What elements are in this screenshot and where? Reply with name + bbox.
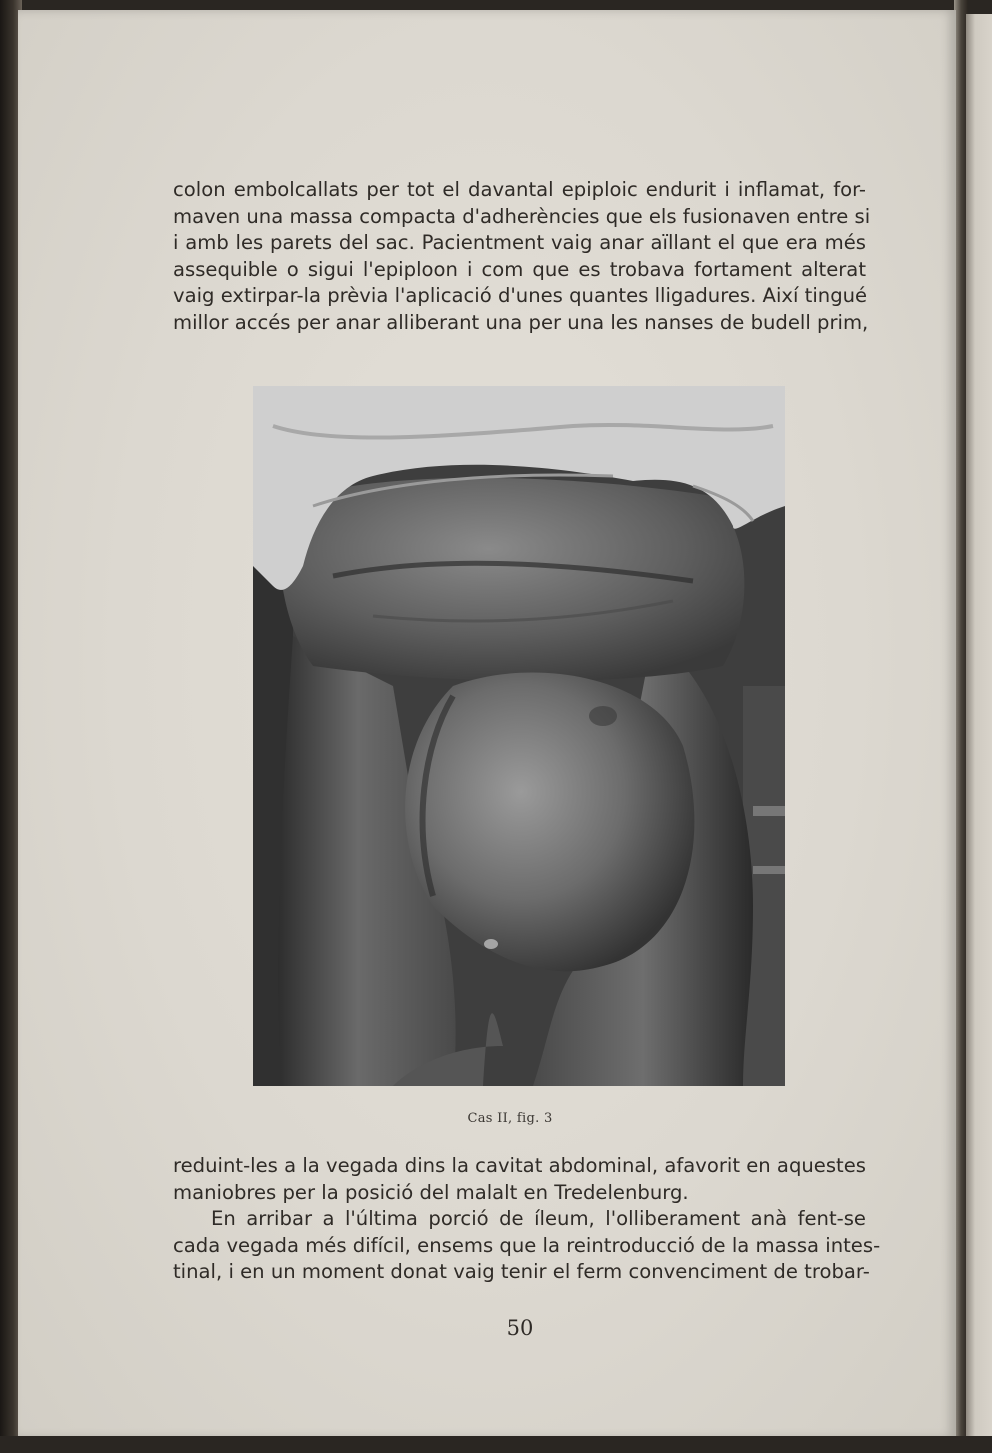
text-line: colon embolcallats per tot el davantal epiploic endurit i inflamat, for-: [173, 178, 866, 201]
clinical-photograph: [253, 386, 785, 1086]
text-line: assequible o sigui l'epiploon i com que es trobava fortament alterat: [173, 257, 866, 281]
page-number: 50: [506, 1316, 534, 1340]
photograph-drawing: [253, 386, 785, 1086]
text-line: maniobres per la posició del malalt en Tredelenburg.: [173, 1180, 689, 1204]
figure-caption: Cas II, fig. 3: [467, 1111, 553, 1126]
top-paragraph: [173, 177, 871, 337]
scan-bottom-edge: [0, 1436, 992, 1453]
text-line: millor accés per anar alliberant una per una les nanses de budell prim,: [173, 310, 869, 334]
text-line: reduint-les a la vegada dins la cavitat abdominal, afavorit en aquestes: [173, 1154, 867, 1177]
text-line: En arribar a l'última porció de íleum, l'olliberament anà fent-se: [211, 1207, 866, 1231]
text-line: tinal, i en un moment donat vaig tenir el ferm convenciment de trobar-: [173, 1260, 870, 1284]
text-line: vaig extirpar-la prèvia l'aplicació d'unes quantes lligadures. Així tingué: [173, 284, 868, 308]
text-line: cada vegada més difícil, ensems que la reintroducció de la massa intes-: [173, 1233, 881, 1257]
next-page-edge: [966, 14, 992, 1444]
text-line: maven una massa compacta d'adherències que els fusionaven entre si: [173, 204, 871, 228]
text-line: i amb les parets del sac. Pacientment vaig anar aïllant el que era més: [173, 231, 866, 255]
bottom-paragraphs: [173, 1153, 881, 1286]
